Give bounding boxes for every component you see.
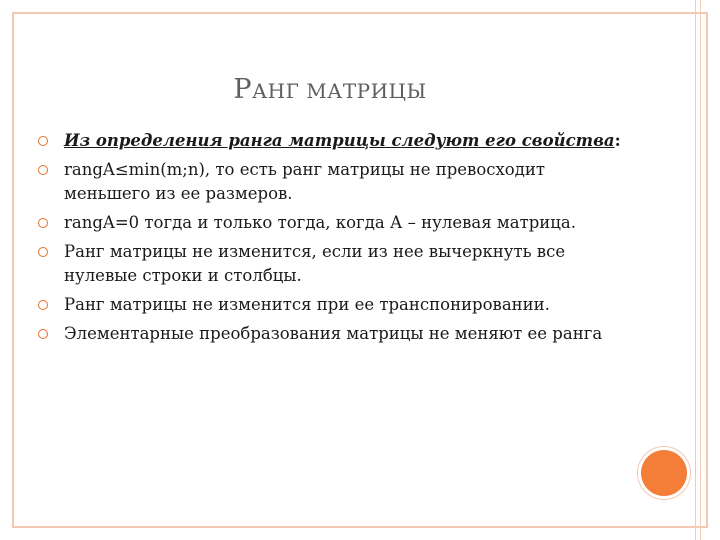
decorative-circle: [641, 450, 687, 496]
bullet-icon: [38, 247, 48, 257]
bullet-icon: [38, 300, 48, 310]
list-item: [38, 293, 628, 317]
list-item: [38, 158, 628, 206]
slide-title: [0, 74, 660, 105]
list-item: [38, 211, 628, 235]
decorative-line: [700, 0, 701, 540]
list-item-text: Ранг матрицы не изменится, если из нее вычеркнуть все нулевые строки и столбцы.: [64, 242, 566, 285]
bullet-icon: [38, 165, 48, 175]
list-item-text: rangA=0 тогда и только тогда, когда А – нулевая матрица.: [64, 213, 576, 232]
decorative-line: [695, 0, 696, 540]
list-item-text: Элементарные преобразования матрицы не меняют ее ранга: [64, 324, 603, 343]
bullet-icon: [38, 329, 48, 339]
list-item: [38, 322, 628, 346]
bullet-list: [38, 129, 628, 351]
list-item-text: Ранг матрицы не изменится при ее транспонировании.: [64, 295, 550, 314]
list-item: [38, 240, 628, 288]
list-item-text: rangA≤min(m;n), то есть ранг матрицы не превосходит меньшего из ее размеров.: [64, 160, 546, 203]
intro-colon: :: [614, 131, 621, 150]
intro-text: Из определения ранга матрицы следуют его свойства: [64, 131, 615, 150]
title-rest: АНГ МАТРИЦЫ: [252, 79, 427, 103]
list-item: [38, 129, 628, 153]
title-initial: Р: [233, 74, 252, 105]
bullet-icon: [38, 136, 48, 146]
bullet-icon: [38, 218, 48, 228]
